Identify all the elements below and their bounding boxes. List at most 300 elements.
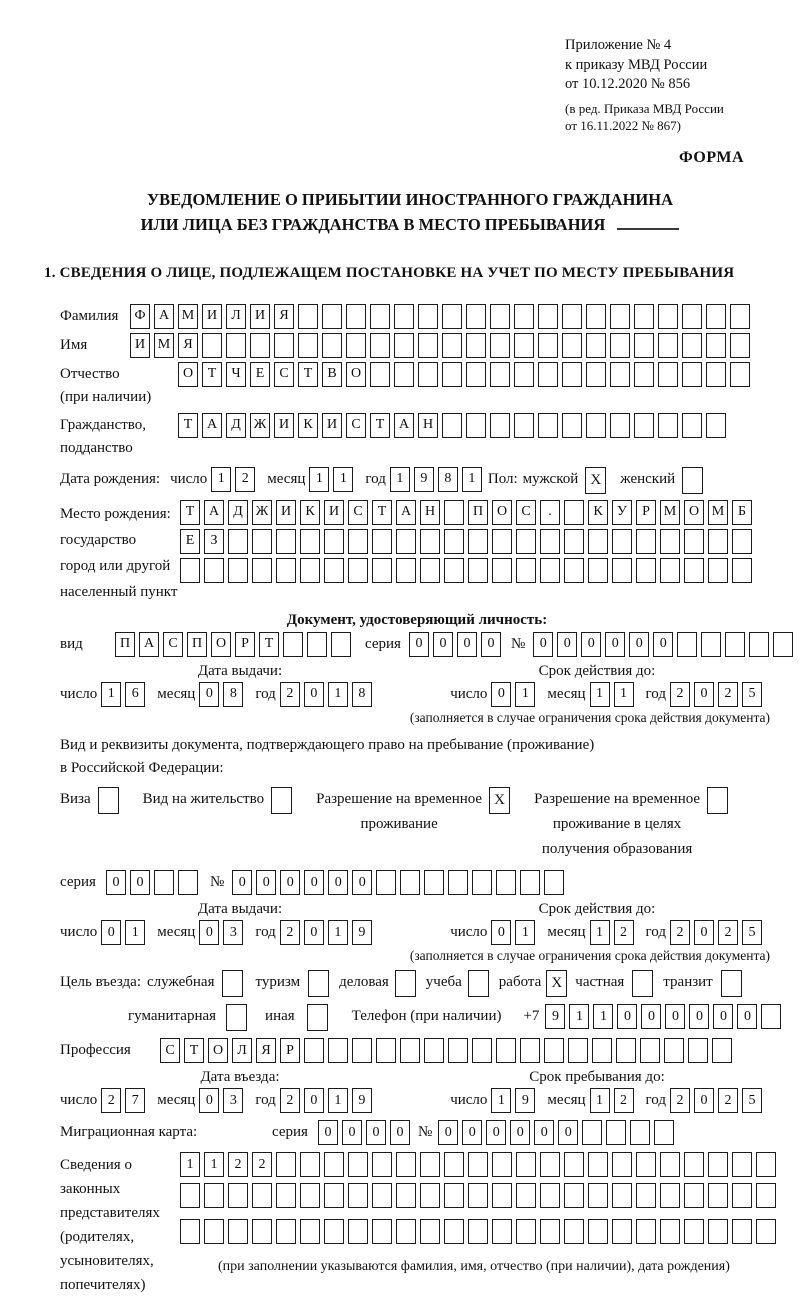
- char-cell[interactable]: [684, 1183, 704, 1208]
- char-cell[interactable]: [586, 304, 606, 329]
- char-cell[interactable]: [472, 1038, 492, 1063]
- char-cell[interactable]: [418, 304, 438, 329]
- char-cell[interactable]: [564, 1219, 584, 1244]
- char-cell[interactable]: [492, 1152, 512, 1177]
- char-cell[interactable]: О: [211, 632, 231, 657]
- char-cell[interactable]: [324, 529, 344, 554]
- res-issue-day-cells[interactable]: [101, 920, 145, 945]
- char-cell[interactable]: [180, 1183, 200, 1208]
- char-cell[interactable]: [252, 1183, 272, 1208]
- char-cell[interactable]: [204, 1219, 224, 1244]
- char-cell[interactable]: [562, 304, 582, 329]
- char-cell[interactable]: Ж: [250, 413, 270, 438]
- char-cell[interactable]: [276, 1219, 296, 1244]
- char-cell[interactable]: [592, 1038, 612, 1063]
- char-cell[interactable]: [514, 304, 534, 329]
- purpose-study-checkbox[interactable]: [468, 970, 489, 997]
- char-cell[interactable]: [732, 529, 752, 554]
- char-cell[interactable]: 0: [737, 1004, 757, 1029]
- char-cell[interactable]: [300, 529, 320, 554]
- char-cell[interactable]: [660, 558, 680, 583]
- char-cell[interactable]: [204, 558, 224, 583]
- char-cell[interactable]: [612, 1152, 632, 1177]
- char-cell[interactable]: [418, 333, 438, 358]
- char-cell[interactable]: [250, 333, 270, 358]
- char-cell[interactable]: [444, 1183, 464, 1208]
- char-cell[interactable]: [394, 362, 414, 387]
- char-cell[interactable]: Я: [256, 1038, 276, 1063]
- char-cell[interactable]: 2: [101, 1088, 121, 1113]
- temp-residence-edu-checkbox[interactable]: [707, 787, 728, 814]
- char-cell[interactable]: 1: [211, 467, 231, 492]
- char-cell[interactable]: [616, 1038, 636, 1063]
- char-cell[interactable]: [706, 304, 726, 329]
- char-cell[interactable]: [466, 304, 486, 329]
- char-cell[interactable]: [606, 1120, 626, 1145]
- char-cell[interactable]: [732, 1183, 752, 1208]
- char-cell[interactable]: [348, 529, 368, 554]
- char-cell[interactable]: [664, 1038, 684, 1063]
- char-cell[interactable]: 1: [515, 920, 535, 945]
- char-cell[interactable]: [538, 304, 558, 329]
- stay-month-cells[interactable]: [590, 1088, 634, 1113]
- char-cell[interactable]: [684, 1152, 704, 1177]
- char-cell[interactable]: [586, 333, 606, 358]
- char-cell[interactable]: 1: [328, 682, 348, 707]
- char-cell[interactable]: [372, 1219, 392, 1244]
- char-cell[interactable]: С: [516, 500, 536, 525]
- citizenship-cells[interactable]: [178, 413, 726, 438]
- char-cell[interactable]: [634, 304, 654, 329]
- char-cell[interactable]: [252, 558, 272, 583]
- char-cell[interactable]: 2: [614, 920, 634, 945]
- char-cell[interactable]: И: [324, 500, 344, 525]
- char-cell[interactable]: [582, 1120, 602, 1145]
- char-cell[interactable]: 1: [515, 682, 535, 707]
- char-cell[interactable]: [588, 529, 608, 554]
- stay-day-cells[interactable]: [491, 1088, 535, 1113]
- char-cell[interactable]: [420, 1183, 440, 1208]
- res-issue-year-cells[interactable]: [280, 920, 372, 945]
- char-cell[interactable]: [252, 1219, 272, 1244]
- char-cell[interactable]: Н: [418, 413, 438, 438]
- char-cell[interactable]: А: [202, 413, 222, 438]
- char-cell[interactable]: [298, 304, 318, 329]
- char-cell[interactable]: [226, 333, 246, 358]
- char-cell[interactable]: [564, 500, 584, 525]
- char-cell[interactable]: [516, 1183, 536, 1208]
- char-cell[interactable]: [228, 558, 248, 583]
- char-cell[interactable]: З: [204, 529, 224, 554]
- char-cell[interactable]: 0: [557, 632, 577, 657]
- char-cell[interactable]: 0: [328, 870, 348, 895]
- char-cell[interactable]: 0: [665, 1004, 685, 1029]
- char-cell[interactable]: К: [588, 500, 608, 525]
- res-valid-day-cells[interactable]: [491, 920, 535, 945]
- char-cell[interactable]: [468, 1219, 488, 1244]
- char-cell[interactable]: [300, 1219, 320, 1244]
- char-cell[interactable]: [348, 1152, 368, 1177]
- char-cell[interactable]: 0: [713, 1004, 733, 1029]
- char-cell[interactable]: Е: [180, 529, 200, 554]
- char-cell[interactable]: [324, 558, 344, 583]
- char-cell[interactable]: [444, 500, 464, 525]
- char-cell[interactable]: [324, 1183, 344, 1208]
- char-cell[interactable]: 2: [718, 920, 738, 945]
- char-cell[interactable]: К: [298, 413, 318, 438]
- char-cell[interactable]: .: [540, 500, 560, 525]
- char-cell[interactable]: 1: [204, 1152, 224, 1177]
- char-cell[interactable]: [610, 304, 630, 329]
- char-cell[interactable]: [300, 558, 320, 583]
- char-cell[interactable]: 2: [280, 920, 300, 945]
- char-cell[interactable]: 0: [534, 1120, 554, 1145]
- char-cell[interactable]: 1: [491, 1088, 511, 1113]
- char-cell[interactable]: 0: [694, 682, 714, 707]
- char-cell[interactable]: Ж: [252, 500, 272, 525]
- char-cell[interactable]: [322, 304, 342, 329]
- char-cell[interactable]: 2: [718, 682, 738, 707]
- char-cell[interactable]: [682, 304, 702, 329]
- char-cell[interactable]: [396, 1219, 416, 1244]
- char-cell[interactable]: 0: [689, 1004, 709, 1029]
- birth-place-row2-cells[interactable]: [180, 529, 752, 554]
- char-cell[interactable]: [228, 1183, 248, 1208]
- char-cell[interactable]: Н: [420, 500, 440, 525]
- char-cell[interactable]: [496, 870, 516, 895]
- char-cell[interactable]: 1: [101, 682, 121, 707]
- char-cell[interactable]: М: [154, 333, 174, 358]
- char-cell[interactable]: 1: [125, 920, 145, 945]
- char-cell[interactable]: [538, 362, 558, 387]
- char-cell[interactable]: [660, 1219, 680, 1244]
- char-cell[interactable]: [756, 1219, 776, 1244]
- patronymic-cells[interactable]: [178, 362, 750, 387]
- char-cell[interactable]: [472, 870, 492, 895]
- char-cell[interactable]: 0: [130, 870, 150, 895]
- char-cell[interactable]: [540, 529, 560, 554]
- entry-year-cells[interactable]: [280, 1088, 372, 1113]
- char-cell[interactable]: 1: [309, 467, 329, 492]
- char-cell[interactable]: [654, 1120, 674, 1145]
- char-cell[interactable]: [588, 1183, 608, 1208]
- char-cell[interactable]: 1: [569, 1004, 589, 1029]
- char-cell[interactable]: 0: [280, 870, 300, 895]
- char-cell[interactable]: 1: [390, 467, 410, 492]
- birth-place-row1-cells[interactable]: [180, 500, 752, 525]
- char-cell[interactable]: [564, 529, 584, 554]
- char-cell[interactable]: [658, 333, 678, 358]
- char-cell[interactable]: [516, 1152, 536, 1177]
- char-cell[interactable]: [348, 1219, 368, 1244]
- char-cell[interactable]: 6: [125, 682, 145, 707]
- char-cell[interactable]: 0: [366, 1120, 386, 1145]
- char-cell[interactable]: Т: [370, 413, 390, 438]
- char-cell[interactable]: 2: [670, 1088, 690, 1113]
- sex-male-checkbox[interactable]: X: [585, 467, 606, 494]
- char-cell[interactable]: Р: [280, 1038, 300, 1063]
- char-cell[interactable]: [307, 632, 327, 657]
- char-cell[interactable]: 0: [304, 682, 324, 707]
- char-cell[interactable]: [732, 1219, 752, 1244]
- char-cell[interactable]: [444, 1219, 464, 1244]
- char-cell[interactable]: [544, 870, 564, 895]
- char-cell[interactable]: [420, 558, 440, 583]
- char-cell[interactable]: [732, 558, 752, 583]
- char-cell[interactable]: [636, 1219, 656, 1244]
- char-cell[interactable]: [658, 304, 678, 329]
- char-cell[interactable]: 1: [462, 467, 482, 492]
- char-cell[interactable]: 0: [106, 870, 126, 895]
- char-cell[interactable]: [420, 529, 440, 554]
- char-cell[interactable]: К: [300, 500, 320, 525]
- char-cell[interactable]: 0: [433, 632, 453, 657]
- char-cell[interactable]: О: [178, 362, 198, 387]
- char-cell[interactable]: [370, 304, 390, 329]
- char-cell[interactable]: У: [612, 500, 632, 525]
- char-cell[interactable]: [540, 1219, 560, 1244]
- char-cell[interactable]: [298, 333, 318, 358]
- mig-series-cells[interactable]: [318, 1120, 410, 1145]
- char-cell[interactable]: 0: [694, 920, 714, 945]
- char-cell[interactable]: О: [208, 1038, 228, 1063]
- char-cell[interactable]: [331, 632, 351, 657]
- char-cell[interactable]: И: [274, 413, 294, 438]
- char-cell[interactable]: И: [250, 304, 270, 329]
- char-cell[interactable]: 2: [670, 682, 690, 707]
- char-cell[interactable]: [682, 333, 702, 358]
- char-cell[interactable]: И: [202, 304, 222, 329]
- char-cell[interactable]: 2: [252, 1152, 272, 1177]
- entry-month-cells[interactable]: [199, 1088, 243, 1113]
- char-cell[interactable]: [636, 1183, 656, 1208]
- purpose-work-checkbox[interactable]: X: [546, 970, 567, 997]
- char-cell[interactable]: [684, 558, 704, 583]
- char-cell[interactable]: М: [708, 500, 728, 525]
- char-cell[interactable]: [396, 558, 416, 583]
- char-cell[interactable]: [394, 304, 414, 329]
- char-cell[interactable]: [610, 362, 630, 387]
- char-cell[interactable]: С: [348, 500, 368, 525]
- char-cell[interactable]: М: [660, 500, 680, 525]
- char-cell[interactable]: [706, 413, 726, 438]
- char-cell[interactable]: [514, 362, 534, 387]
- char-cell[interactable]: 2: [670, 920, 690, 945]
- char-cell[interactable]: [730, 362, 750, 387]
- char-cell[interactable]: 9: [515, 1088, 535, 1113]
- char-cell[interactable]: А: [394, 413, 414, 438]
- char-cell[interactable]: [540, 1152, 560, 1177]
- purpose-tourism-checkbox[interactable]: [308, 970, 329, 997]
- char-cell[interactable]: [586, 413, 606, 438]
- char-cell[interactable]: Р: [636, 500, 656, 525]
- char-cell[interactable]: [538, 333, 558, 358]
- char-cell[interactable]: [660, 529, 680, 554]
- char-cell[interactable]: [761, 1004, 781, 1029]
- char-cell[interactable]: [370, 333, 390, 358]
- char-cell[interactable]: 7: [125, 1088, 145, 1113]
- char-cell[interactable]: 0: [486, 1120, 506, 1145]
- char-cell[interactable]: 8: [438, 467, 458, 492]
- char-cell[interactable]: [154, 870, 174, 895]
- birth-month-cells[interactable]: [309, 467, 353, 492]
- char-cell[interactable]: 5: [742, 1088, 762, 1113]
- char-cell[interactable]: [492, 1219, 512, 1244]
- char-cell[interactable]: П: [468, 500, 488, 525]
- char-cell[interactable]: Т: [184, 1038, 204, 1063]
- char-cell[interactable]: 0: [481, 632, 501, 657]
- char-cell[interactable]: С: [346, 413, 366, 438]
- char-cell[interactable]: 0: [558, 1120, 578, 1145]
- surname-cells[interactable]: [130, 304, 750, 329]
- char-cell[interactable]: [610, 333, 630, 358]
- char-cell[interactable]: 9: [545, 1004, 565, 1029]
- char-cell[interactable]: [516, 529, 536, 554]
- char-cell[interactable]: 0: [510, 1120, 530, 1145]
- char-cell[interactable]: Л: [232, 1038, 252, 1063]
- doc-valid-month-cells[interactable]: [590, 682, 634, 707]
- temp-residence-checkbox[interactable]: X: [489, 787, 510, 814]
- char-cell[interactable]: 5: [742, 682, 762, 707]
- char-cell[interactable]: [708, 529, 728, 554]
- legal-reps-row2-cells[interactable]: [180, 1183, 776, 1208]
- char-cell[interactable]: [540, 1183, 560, 1208]
- char-cell[interactable]: 0: [653, 632, 673, 657]
- char-cell[interactable]: Ч: [226, 362, 246, 387]
- char-cell[interactable]: [660, 1183, 680, 1208]
- char-cell[interactable]: Я: [274, 304, 294, 329]
- char-cell[interactable]: [490, 304, 510, 329]
- char-cell[interactable]: 0: [457, 632, 477, 657]
- char-cell[interactable]: 0: [491, 920, 511, 945]
- char-cell[interactable]: [178, 870, 198, 895]
- char-cell[interactable]: [492, 558, 512, 583]
- char-cell[interactable]: 1: [333, 467, 353, 492]
- char-cell[interactable]: [442, 304, 462, 329]
- char-cell[interactable]: [538, 413, 558, 438]
- char-cell[interactable]: [346, 333, 366, 358]
- char-cell[interactable]: 0: [605, 632, 625, 657]
- char-cell[interactable]: [466, 362, 486, 387]
- char-cell[interactable]: [372, 1152, 392, 1177]
- char-cell[interactable]: И: [130, 333, 150, 358]
- char-cell[interactable]: [756, 1183, 776, 1208]
- char-cell[interactable]: [706, 333, 726, 358]
- stay-year-cells[interactable]: [670, 1088, 762, 1113]
- char-cell[interactable]: [612, 1219, 632, 1244]
- name-cells[interactable]: [130, 333, 750, 358]
- char-cell[interactable]: [756, 1152, 776, 1177]
- purpose-private-checkbox[interactable]: [632, 970, 653, 997]
- char-cell[interactable]: [283, 632, 303, 657]
- char-cell[interactable]: [636, 558, 656, 583]
- char-cell[interactable]: [418, 362, 438, 387]
- char-cell[interactable]: [588, 1219, 608, 1244]
- char-cell[interactable]: [400, 1038, 420, 1063]
- char-cell[interactable]: [634, 333, 654, 358]
- char-cell[interactable]: [180, 558, 200, 583]
- char-cell[interactable]: Т: [298, 362, 318, 387]
- char-cell[interactable]: [725, 632, 745, 657]
- char-cell[interactable]: А: [154, 304, 174, 329]
- char-cell[interactable]: А: [204, 500, 224, 525]
- char-cell[interactable]: [300, 1152, 320, 1177]
- char-cell[interactable]: 0: [462, 1120, 482, 1145]
- doc-issue-month-cells[interactable]: [199, 682, 243, 707]
- char-cell[interactable]: 0: [232, 870, 252, 895]
- char-cell[interactable]: 0: [199, 682, 219, 707]
- char-cell[interactable]: М: [178, 304, 198, 329]
- char-cell[interactable]: [612, 529, 632, 554]
- char-cell[interactable]: [468, 529, 488, 554]
- char-cell[interactable]: [688, 1038, 708, 1063]
- char-cell[interactable]: [228, 1219, 248, 1244]
- char-cell[interactable]: [376, 1038, 396, 1063]
- char-cell[interactable]: [586, 362, 606, 387]
- char-cell[interactable]: [444, 558, 464, 583]
- char-cell[interactable]: [640, 1038, 660, 1063]
- char-cell[interactable]: [276, 529, 296, 554]
- char-cell[interactable]: 0: [438, 1120, 458, 1145]
- char-cell[interactable]: [444, 1152, 464, 1177]
- char-cell[interactable]: [540, 558, 560, 583]
- char-cell[interactable]: [636, 1152, 656, 1177]
- char-cell[interactable]: П: [115, 632, 135, 657]
- char-cell[interactable]: [442, 333, 462, 358]
- char-cell[interactable]: [610, 413, 630, 438]
- char-cell[interactable]: 9: [352, 920, 372, 945]
- char-cell[interactable]: [420, 1219, 440, 1244]
- char-cell[interactable]: [682, 413, 702, 438]
- char-cell[interactable]: 0: [641, 1004, 661, 1029]
- char-cell[interactable]: [304, 1038, 324, 1063]
- char-cell[interactable]: [348, 1183, 368, 1208]
- char-cell[interactable]: [706, 362, 726, 387]
- char-cell[interactable]: [252, 529, 272, 554]
- char-cell[interactable]: [562, 362, 582, 387]
- visa-checkbox[interactable]: [98, 787, 119, 814]
- char-cell[interactable]: 2: [235, 467, 255, 492]
- char-cell[interactable]: [396, 1152, 416, 1177]
- char-cell[interactable]: [708, 1219, 728, 1244]
- doc-issue-day-cells[interactable]: [101, 682, 145, 707]
- char-cell[interactable]: [466, 413, 486, 438]
- char-cell[interactable]: 5: [742, 920, 762, 945]
- char-cell[interactable]: [276, 558, 296, 583]
- char-cell[interactable]: [708, 1183, 728, 1208]
- char-cell[interactable]: 3: [223, 1088, 243, 1113]
- char-cell[interactable]: [730, 333, 750, 358]
- char-cell[interactable]: [490, 413, 510, 438]
- char-cell[interactable]: [701, 632, 721, 657]
- char-cell[interactable]: [630, 1120, 650, 1145]
- char-cell[interactable]: О: [346, 362, 366, 387]
- char-cell[interactable]: И: [276, 500, 296, 525]
- char-cell[interactable]: [682, 362, 702, 387]
- char-cell[interactable]: 0: [694, 1088, 714, 1113]
- char-cell[interactable]: 8: [223, 682, 243, 707]
- char-cell[interactable]: [324, 1219, 344, 1244]
- char-cell[interactable]: [730, 304, 750, 329]
- char-cell[interactable]: [520, 1038, 540, 1063]
- char-cell[interactable]: О: [492, 500, 512, 525]
- char-cell[interactable]: [448, 1038, 468, 1063]
- char-cell[interactable]: [520, 870, 540, 895]
- char-cell[interactable]: [370, 362, 390, 387]
- char-cell[interactable]: [562, 333, 582, 358]
- char-cell[interactable]: [708, 1152, 728, 1177]
- birth-place-row3-cells[interactable]: [180, 558, 752, 583]
